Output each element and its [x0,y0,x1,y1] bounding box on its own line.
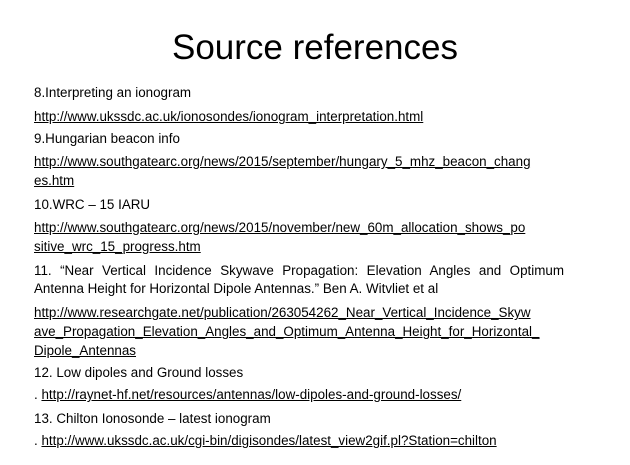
reference-11-link-line-1[interactable]: http://www.researchgate.net/publication/263054262_Near_Vertical_Incidence_Skyw [34,305,531,320]
reference-11-link-line-2[interactable]: ave_Propagation_Elevation_Angles_and_Optimum_Antenna_Height_for_Horizontal_ [34,324,540,339]
reference-13-heading: 13. Chilton Ionosonde – latest ionogram [34,411,271,426]
bullet-dot: . [34,387,42,402]
reference-11-link-cont[interactable] [34,323,584,340]
reference-11-link[interactable] [34,304,590,321]
reference-8-heading: 8.Interpreting an ionogram [34,85,192,100]
reference-9-link-line-1[interactable]: http://www.southgatearc.org/news/2015/september/hungary_5_mhz_beacon_chang [34,154,531,169]
reference-13-link-row [34,432,497,449]
reference-10-link[interactable] [34,219,590,236]
reference-9-link-line-2[interactable]: es.htm [34,173,75,188]
reference-10-link-line-1[interactable]: http://www.southgatearc.org/news/2015/november/new_60m_allocation_shows_po [34,220,526,235]
reference-12-link-row [34,386,461,403]
reference-11-heading-line-1: 11. “Near Vertical Incidence Skywave Propagation: Elevation Angles and Optimum [34,263,564,278]
reference-11-heading [34,262,564,279]
reference-11-link-line-3[interactable]: Dipole_Antennas [34,343,136,358]
reference-9-link[interactable] [34,153,590,170]
reference-13-link[interactable]: http://www.ukssdc.ac.uk/cgi-bin/digisondes/latest_view2gif.pl?Station=chilton [41,433,497,448]
reference-12-link[interactable]: http://raynet-hf.net/resources/antennas/low-dipoles-and-ground-losses/ [41,387,462,402]
reference-10-link-line-2[interactable]: sitive_wrc_15_progress.htm [34,239,201,254]
reference-10-heading: 10.WRC – 15 IARU [34,197,151,212]
bullet-dot: . [34,433,42,448]
reference-9-heading: 9.Hungarian beacon info [34,131,180,146]
slide-title: Source references [172,28,458,67]
reference-8-link[interactable]: http://www.ukssdc.ac.uk/ionosondes/ionogram_interpretation.html [34,109,424,124]
reference-11-heading-line-2: Antenna Height for Horizontal Dipole Antennas.” Ben A. Witvliet et al [34,281,439,296]
reference-12-heading: 12. Low dipoles and Ground losses [34,365,244,380]
